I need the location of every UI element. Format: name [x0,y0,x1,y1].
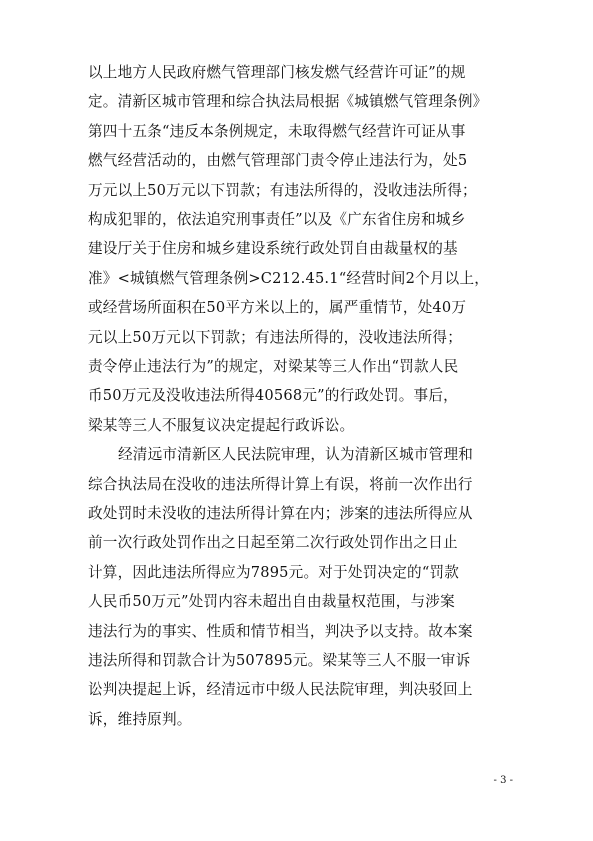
paragraph-2-line-7: 违法行为的事实、性质和情节相当，判决予以支持。故本案 [88,622,473,640]
paragraph-2-line-2: 综合执法局在没收的违法所得计算上有误，将前一次作出行 [88,475,473,493]
paragraph-1-line-12: 币50万元及没收违法所得40568元”的行政处罚。事后， [88,387,458,405]
paragraph-2-line-3: 政处罚时未没收的违法所得计算在内；涉案的违法所得应从 [88,505,473,522]
paragraph-1-line-3: 第四十五条“违反本条例规定，未取得燃气经营许可证从事 [88,122,466,140]
paragraph-1-line-1: 以上地方人民政府燃气管理部门核发燃气经营许可证”的规 [88,64,466,81]
paragraph-2-line-10: 诉，维持原判。 [88,710,192,728]
paragraph-1-line-11: 责令停止违法行为”的规定，对梁某等三人作出“罚款人民 [88,358,459,375]
paragraph-2-line-8: 违法所得和罚款合计为507895元。梁某等三人不服一审诉 [88,652,471,669]
paragraph-1-line-4: 燃气经营活动的，由燃气管理部门责令停止违法行为，处5 [88,152,468,170]
paragraph-2-line-1: 经清远市清新区人民法院审理，认为清新区城市管理和 [118,446,474,464]
paragraph-1-line-8: 准》<城镇燃气管理条例>C212.45.1“经营时间2个月以上， [88,269,490,287]
paragraph-2-line-4: 前一次行政处罚作出之日起至第二次行政处罚作出之日止 [88,534,458,552]
paragraph-1-line-2: 定。清新区城市管理和综合执法局根据《城镇燃气管理条例》 [88,93,488,111]
paragraph-1-line-6: 构成犯罪的，依法追究刑事责任”以及《广东省住房和城乡 [88,211,466,228]
page-number: - 3 - [493,775,513,786]
paragraph-2-line-5: 计算，因此违法所得应为7895元。对于处罚决定的“罚款 [88,563,460,581]
paragraph-1-line-7: 建设厅关于住房和城乡建设系统行政处罚自由裁量权的基 [88,240,458,258]
paragraph-1-line-9: 或经营场所面积在50平方米以上的，属严重情节，处40万 [88,299,467,317]
paragraph-2-line-9: 讼判决提起上诉，经清远市中级人民法院审理，判决驳回上 [88,681,473,699]
paragraph-2-line-6: 人民币50万元”处罚内容未超出自由裁量权范围，与涉案 [88,593,455,611]
paragraph-1-line-13: 梁某等三人不服复议决定提起行政诉讼。 [88,416,355,434]
paragraph-1-line-10: 元以上50万元以下罚款；有违法所得的，没收违法所得； [88,328,463,346]
paragraph-1-line-5: 万元以上50万元以下罚款；有违法所得的，没收违法所得； [88,181,477,199]
